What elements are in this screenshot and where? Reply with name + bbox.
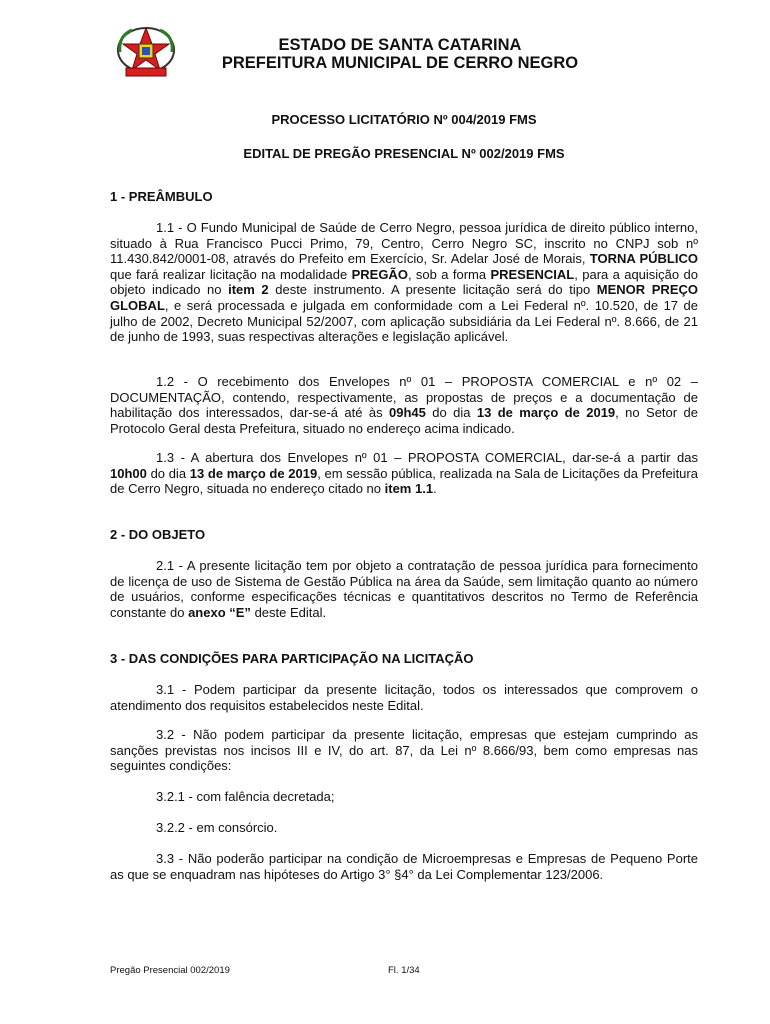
paragraph-1-2: 1.2 - O recebimento dos Envelopes nº 01 – PROPOSTA COMERCIAL e nº 02 – DOCUMENTAÇÃO, contendo, respectivamente, as propostas de preços e a documentação de habilitação dos interessados, dar-se-á até às 09h45 do dia 13 de março de 2019, no Setor de Protocolo Geral desta Prefeitura, situado no endereço acima indicado. bbox=[110, 374, 698, 436]
section-heading-preambulo: 1 - PREÂMBULO bbox=[110, 189, 213, 204]
footer-page-number: Fl. 1/34 bbox=[388, 965, 420, 976]
paragraph-1-3: 1.3 - A abertura dos Envelopes nº 01 – PROPOSTA COMERCIAL, dar-se-á a partir das 10h00 do dia 13 de março de 2019, em sessão pública, realizada na Sala de Licitações da Prefeitura de Cerro Negro, situada no endereço citado no item 1.1. bbox=[110, 450, 698, 497]
header-municipality: PREFEITURA MUNICIPAL DE CERRO NEGRO bbox=[221, 54, 579, 72]
item-3-2-2: 3.2.2 - em consórcio. bbox=[156, 820, 278, 835]
paragraph-1-1: 1.1 - O Fundo Municipal de Saúde de Cerro Negro, pessoa jurídica de direito público interno, situado à Rua Francisco Pucci Primo, 79, Centro, Cerro Negro SC, inscrito no CNPJ sob nº 11.430.842/0001-08, através do Prefeito em Exercício, Sr. Adelar José de Morais, TORNA PÚBLICO que fará realizar licitação na modalidade PREGÃO, sob a forma PRESENCIAL, para a aquisição do objeto indicado no item 2 deste instrumento. A presente licitação será do tipo MENOR PREÇO GLOBAL, e será processada e julgada em conformidade com a Lei Federal nº. 10.520, de 17 de julho de 2002, Decreto Municipal 52/2007, com aplicação subsidiária da Lei Federal nº. 8.666, de 21 de junho de 1993, suas respectivas alterações e legislação aplicável. bbox=[110, 220, 698, 345]
header-state: ESTADO DE SANTA CATARINA bbox=[278, 36, 522, 54]
document-header bbox=[180, 36, 620, 72]
paragraph-3-3: 3.3 - Não poderão participar na condição de Microempresas e Empresas de Pequeno Porte as que se enquadram nas hipóteses do Artigo 3° §4° da Lei Complementar 123/2006. bbox=[110, 851, 698, 882]
item-3-2-1: 3.2.1 - com falência decretada; bbox=[156, 789, 335, 804]
footer-document-ref: Pregão Presencial 002/2019 bbox=[110, 965, 230, 976]
paragraph-2-1: 2.1 - A presente licitação tem por objeto a contratação de pessoa jurídica para fornecimento de licença de uso de Sistema de Gestão Pública na área da Saúde, sem limitação quanto ao número de usuários, conforme especificações técnicas e quantitativos descritos no Termo de Referência constante do anexo “E” deste Edital. bbox=[110, 558, 698, 620]
section-heading-condicoes: 3 - DAS CONDIÇÕES PARA PARTICIPAÇÃO NA LICITAÇÃO bbox=[110, 651, 474, 666]
paragraph-3-2: 3.2 - Não podem participar da presente licitação, empresas que estejam cumprindo as sanções previstas nos incisos III e IV, do art. 87, da Lei nº 8.666/93, bem como empresas nas seguintes condições: bbox=[110, 727, 698, 774]
edital-title: EDITAL DE PREGÃO PRESENCIAL Nº 002/2019 FMS bbox=[243, 146, 565, 161]
process-title: PROCESSO LICITATÓRIO Nº 004/2019 FMS bbox=[271, 112, 537, 127]
coat-of-arms-logo bbox=[114, 24, 178, 80]
paragraph-3-1: 3.1 - Podem participar da presente licitação, todos os interessados que comprovem o atendimento dos requisitos estabelecidos neste Edital. bbox=[110, 682, 698, 713]
section-heading-objeto: 2 - DO OBJETO bbox=[110, 527, 206, 542]
